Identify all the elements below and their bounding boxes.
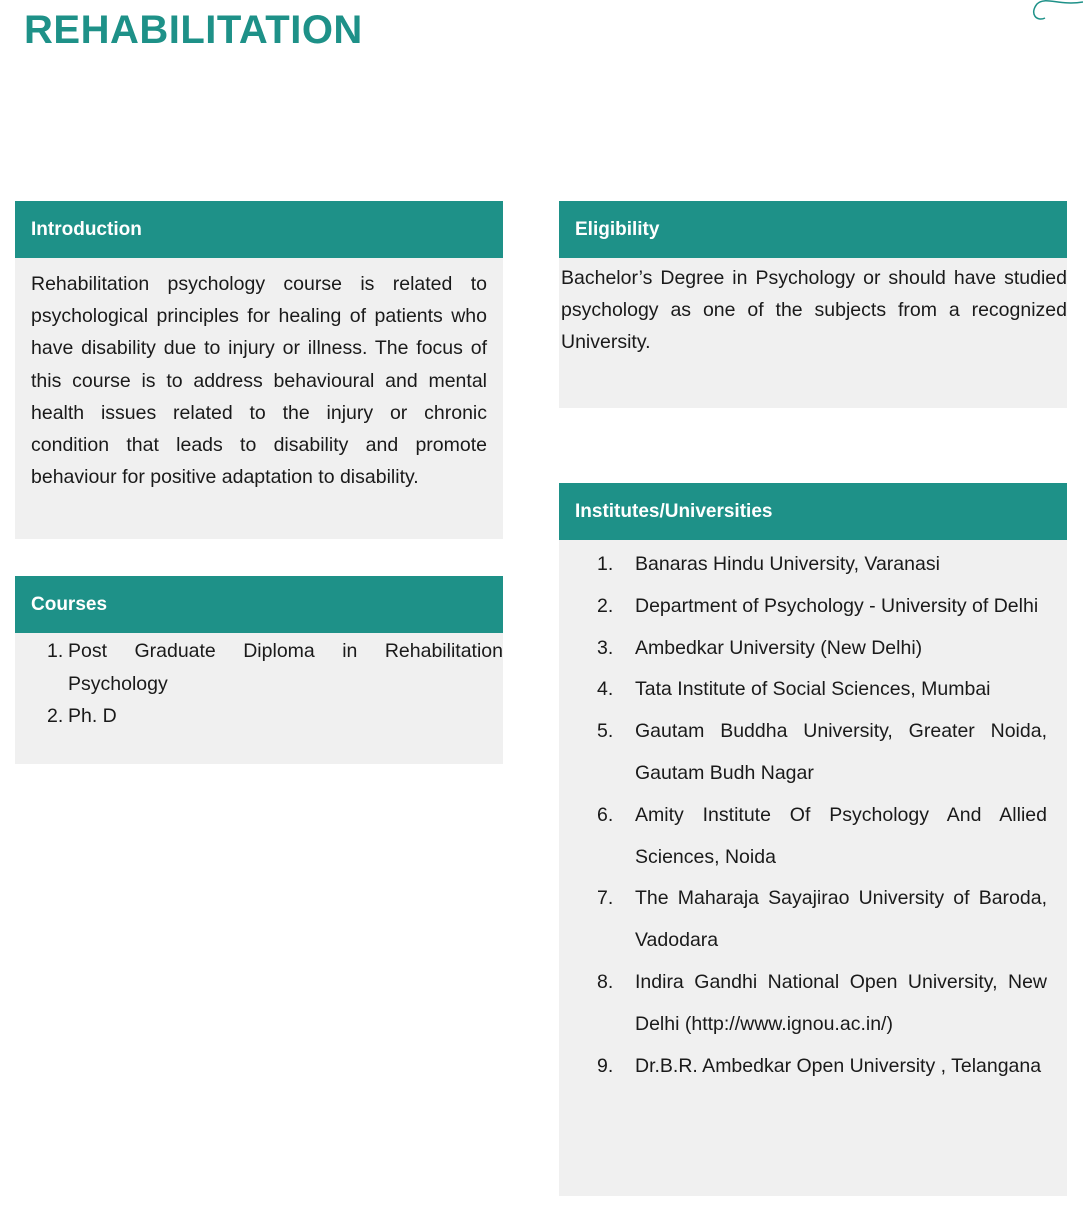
list-item	[597, 544, 1047, 586]
list-number: 6.	[597, 803, 614, 826]
list-number: 1.	[597, 553, 614, 575]
list-item	[597, 878, 1047, 962]
list-number: 5.	[597, 720, 614, 743]
institute-name: Dr.B.R. Ambedkar Open University , Telangana	[635, 1054, 1042, 1077]
introduction-card	[15, 201, 503, 539]
list-item	[597, 1046, 1047, 1088]
institute-name: Amity Institute Of Psychology And Allied Sciences, Noida	[635, 803, 1047, 868]
list-item	[597, 628, 1047, 670]
eligibility-text: Bachelor’s Degree in Psychology or should have studied psychology as one of the subjects from a recognized University.	[561, 267, 1067, 353]
introduction-heading: Introduction	[15, 201, 503, 258]
institute-name: Gautam Buddha University, Greater Noida, Gautam Budh Nagar	[635, 720, 1047, 784]
institute-name: Tata Institute of Social Sciences, Mumbai	[635, 678, 991, 701]
page-title: REHABILITATION	[24, 8, 363, 52]
list-item	[597, 586, 1047, 628]
institutes-card	[559, 483, 1067, 1196]
institutes-list	[597, 544, 1047, 1087]
list-item	[597, 669, 1047, 711]
introduction-text: Rehabilitation psychology course is related to psychological principles for healing of patients who have disability due to injury or illness. The focus of this course is to address behavioural and mental health issues related to the injury or chronic condition that leads to disability and promote behaviour for positive adaptation to disability.	[31, 273, 487, 489]
courses-card	[15, 576, 503, 764]
list-item	[47, 635, 503, 700]
corner-swirl-icon	[1023, 0, 1083, 24]
institutes-heading: Institutes/Universities	[559, 483, 1067, 540]
list-number: 2.	[597, 594, 614, 617]
eligibility-card	[559, 201, 1067, 408]
list-item	[47, 700, 503, 733]
institute-name: Indira Gandhi National Open University, New Delhi (http://www.ignou.ac.in/)	[635, 970, 1047, 1035]
list-number: 9.	[597, 1054, 614, 1077]
courses-heading: Courses	[15, 576, 503, 633]
institute-name: The Maharaja Sayajirao University of Baroda, Vadodara	[635, 887, 1047, 952]
list-number: 1.	[47, 640, 64, 662]
institute-name: Banaras Hindu University, Varanasi	[635, 553, 940, 575]
course-name: Ph. D	[68, 705, 117, 727]
eligibility-heading: Eligibility	[559, 201, 1067, 258]
list-item	[597, 711, 1047, 795]
courses-list	[47, 635, 503, 733]
institute-name: Department of Psychology - University of Delhi	[635, 594, 1039, 617]
list-item	[597, 795, 1047, 879]
list-number: 4.	[597, 678, 614, 701]
list-number: 2.	[47, 705, 64, 727]
course-name: Post Graduate Diploma in Rehabilitation Psychology	[68, 640, 503, 695]
list-number: 3.	[597, 636, 614, 659]
institute-name: Ambedkar University (New Delhi)	[635, 636, 923, 659]
list-item	[597, 962, 1047, 1046]
list-number: 8.	[597, 970, 614, 993]
list-number: 7.	[597, 887, 614, 910]
